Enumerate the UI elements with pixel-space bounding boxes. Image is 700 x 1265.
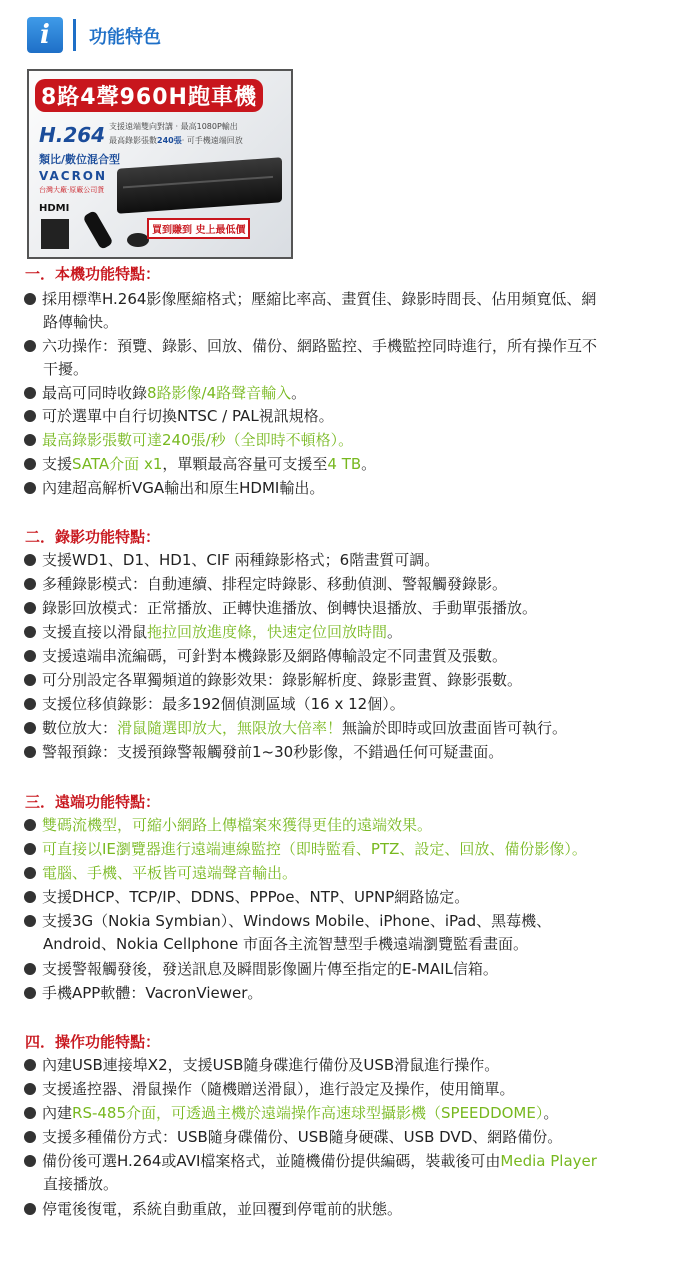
- list-item: 六功操作：預覽、錄影、回放、備份、網路監控、手機監控同時進行，所有操作互不 干擾。: [24, 335, 694, 381]
- list-item: 最高可同時收錄8路影像/4路聲音輸入。: [24, 382, 694, 405]
- mouse: [127, 233, 149, 247]
- bullet-icon: [24, 1203, 36, 1215]
- bullet-icon: [24, 387, 36, 399]
- hdmi-logo: HDMI: [39, 203, 70, 214]
- product-image: [27, 69, 293, 259]
- bullet-icon: [24, 867, 36, 879]
- bullet-icon: [24, 410, 36, 422]
- product-banner: 8路4聲960H跑車機: [35, 79, 263, 112]
- page-title: 功能特色: [89, 27, 161, 48]
- product-note: 最高錄影張數240張· 可手機遠端回放: [109, 136, 243, 145]
- bullet-icon: [24, 746, 36, 758]
- list-item: 手機APP軟體：VacronViewer。: [24, 982, 694, 1005]
- list-item: 支援DHCP、TCP/IP、DDNS、PPPoe、NTP、UPNP網路協定。: [24, 886, 694, 909]
- bullet-icon: [24, 1155, 36, 1167]
- bullet-icon: [24, 602, 36, 614]
- brand-logo: VACRON: [39, 169, 108, 183]
- list-item: 可於選單中自行切換NTSC / PAL視訊規格。: [24, 405, 694, 428]
- list-item: 電腦、手機、平板皆可遠端聲音輸出。: [24, 862, 694, 885]
- list-item: 支援遙控器、滑鼠操作（隨機贈送滑鼠），進行設定及操作，使用簡單。: [24, 1078, 694, 1101]
- list-item: 支援WD1、D1、HD1、CIF 兩種錄影格式；6階畫質可調。: [24, 549, 694, 572]
- section-title: 一．本機功能特點：: [25, 265, 161, 283]
- bullet-icon: [24, 1107, 36, 1119]
- remote-control: [82, 210, 113, 250]
- bullet-icon: [24, 891, 36, 903]
- list-item: 支援SATA介面 x1，單顆最高容量可支援至4 TB。: [24, 453, 694, 476]
- list-item: 支援警報觸發後，發送訊息及瞬間影像圖片傳至指定的E-MAIL信箱。: [24, 958, 694, 981]
- sale-badge: 買到賺到 史上最低價: [147, 218, 250, 239]
- list-item: 採用標準H.264影像壓縮格式；壓縮比率高、畫質佳、錄影時間長、佔用頻寬低、網 路傳輸快。: [24, 288, 694, 334]
- list-item: 支援位移偵錄影：最多192個偵測區域（16 x 12個）。: [24, 693, 694, 716]
- bullet-icon: [24, 819, 36, 831]
- bullet-icon: [24, 340, 36, 352]
- list-item: 多種錄影模式：自動連續、排程定時錄影、移動偵測、警報觸發錄影。: [24, 573, 694, 596]
- bullet-icon: [24, 1059, 36, 1071]
- list-item: 數位放大：滑鼠隨選即放大，無限放大倍率！無論於即時或回放畫面皆可執行。: [24, 717, 694, 740]
- bullet-icon: [24, 1131, 36, 1143]
- bullet-icon: [24, 482, 36, 494]
- bullet-icon: [24, 698, 36, 710]
- section-header: [27, 13, 700, 57]
- section-title: 四．操作功能特點：: [25, 1033, 161, 1051]
- list-item: 支援遠端串流編碼，可針對本機錄影及網路傳輸設定不同畫質及張數。: [24, 645, 694, 668]
- product-codec: H.264: [39, 123, 106, 147]
- bullet-icon: [24, 843, 36, 855]
- info-icon: i: [27, 17, 63, 53]
- bullet-icon: [24, 554, 36, 566]
- bullet-icon: [24, 650, 36, 662]
- list-item: 雙碼流機型，可縮小網路上傳檔案來獲得更佳的遠端效果。: [24, 814, 694, 837]
- bullet-icon: [24, 1083, 36, 1095]
- product-hybrid: 類比/數位混合型: [39, 153, 121, 166]
- list-item: 錄影回放模式：正常播放、正轉快進播放、倒轉快退播放、手動單張播放。: [24, 597, 694, 620]
- bullet-icon: [24, 674, 36, 686]
- list-item: 備份後可選H.264或AVI檔案格式，並隨機備份提供編碼，裝載後可由Media Player 直接播放。: [24, 1150, 694, 1196]
- dvr-device: [117, 157, 282, 214]
- list-item: 內建超高解析VGA輸出和原生HDMI輸出。: [24, 477, 694, 500]
- bullet-icon: [24, 915, 36, 927]
- resolution-badge: [41, 219, 69, 249]
- list-item: 內建USB連接埠X2，支援USB隨身碟進行備份及USB滑鼠進行操作。: [24, 1054, 694, 1077]
- list-item: 內建RS-485介面，可透過主機於遠端操作高速球型攝影機（SPEEDDOME）。: [24, 1102, 694, 1125]
- list-item: 支援多種備份方式：USB隨身碟備份、USB隨身硬碟、USB DVD、網路備份。: [24, 1126, 694, 1149]
- section-title: 二．錄影功能特點：: [25, 528, 161, 546]
- bullet-icon: [24, 987, 36, 999]
- list-item: 停電後復電，系統自動重啟，並回覆到停電前的狀態。: [24, 1198, 694, 1221]
- product-note: 支援遠端雙向對講 · 最高1080P輸出: [109, 122, 238, 131]
- header-divider: [73, 19, 76, 51]
- list-item: 最高錄影張數可達240張/秒（全即時不頓格）。: [24, 429, 694, 452]
- bullet-icon: [24, 578, 36, 590]
- list-item: 警報預錄：支援預錄警報觸發前1~30秒影像，不錯過任何可疑畫面。: [24, 741, 694, 764]
- list-item: 可分別設定各單獨頻道的錄影效果：錄影解析度、錄影畫質、錄影張數。: [24, 669, 694, 692]
- bullet-icon: [24, 963, 36, 975]
- bullet-icon: [24, 626, 36, 638]
- bullet-icon: [24, 458, 36, 470]
- bullet-icon: [24, 434, 36, 446]
- section-title: 三．遠端功能特點：: [25, 793, 161, 811]
- bullet-icon: [24, 293, 36, 305]
- bullet-icon: [24, 722, 36, 734]
- product-authorized: 台灣大廠·原廠公司貨: [39, 186, 105, 194]
- list-item: 支援3G（Nokia Symbian）、Windows Mobile、iPhone、iPad、黑莓機、 Android、Nokia Cellphone 市面各主流智慧型手機遠端瀏覽監看畫面。: [24, 910, 694, 956]
- list-item: 支援直接以滑鼠拖拉回放進度條，快速定位回放時間。: [24, 621, 694, 644]
- list-item: 可直接以IE瀏覽器進行遠端連線監控（即時監看、PTZ、設定、回放、備份影像）。: [24, 838, 694, 861]
